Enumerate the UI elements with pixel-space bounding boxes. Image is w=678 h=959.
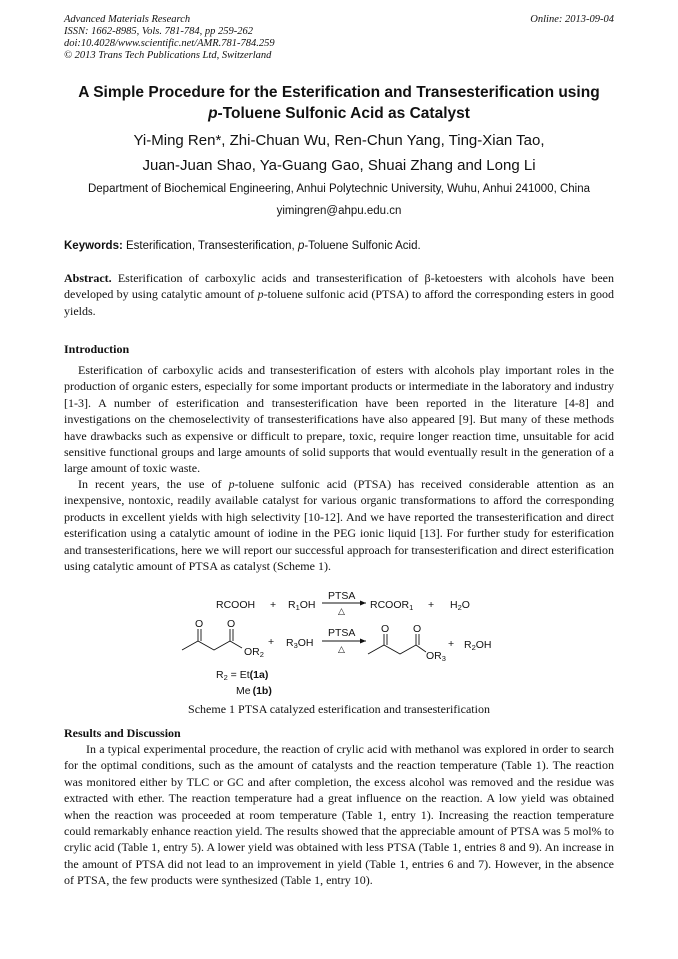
scheme-r1oh: R1OH — [288, 599, 316, 612]
abstract-text-2: -toluene sulfonic acid (PTSA) to afford the corresponding esters in good yields. — [64, 287, 614, 318]
title-line-1: A Simple Procedure for the Esterification and Transesterification using — [78, 84, 600, 101]
scheme-ptsa-2: PTSA — [328, 627, 356, 639]
author-list — [40, 128, 638, 178]
doi-line: doi:10.4028/www.scientific.net/AMR.781-784.259 — [64, 38, 275, 49]
scheme-plus-4: + — [448, 638, 455, 650]
scheme-or2: OR2 — [244, 646, 264, 659]
online-date: Online: 2013-09-04 — [530, 14, 614, 25]
keywords-label: Keywords: — [64, 240, 123, 252]
scheme-rcoor1: RCOOR1 — [370, 599, 414, 612]
intro-p2-italic-p: p — [228, 477, 235, 491]
journal-name: Advanced Materials Research — [64, 14, 191, 25]
results-heading: Results and Discussion — [64, 726, 181, 740]
keywords-text-2: -Toluene Sulfonic Acid. — [304, 240, 421, 252]
scheme-r2oh: R2OH — [464, 639, 492, 652]
affiliation: Department of Biochemical Engineering, Anhui Polytechnic University, Wuhu, Anhui 241000, China — [87, 183, 591, 195]
issn-line: ISSN: 1662-8985, Vols. 781-784, pp 259-262 — [64, 26, 253, 37]
keywords-italic-p: p — [297, 240, 305, 252]
scheme-ptsa-1: PTSA — [328, 592, 356, 602]
scheme-plus-3: + — [268, 636, 275, 648]
authors-line-2: Juan-Juan Shao, Ya-Guang Gao, Shuai Zhang and Long Li — [142, 157, 536, 174]
abstract — [64, 270, 614, 319]
reaction-scheme — [170, 592, 510, 700]
author-email[interactable]: yimingren@ahpu.edu.cn — [276, 205, 402, 217]
keywords-text-1: Esterification, Transesterification, — [122, 240, 298, 252]
results-paragraph-1: In a typical experimental procedure, the reaction of crylic acid with methanol was explored in order to search for the optimal conditions, such as the amount of catalysts and the reaction temperature (Table 1). The reaction was monitored either by TLC or GC and after completion, the excess alcohol was removed and the residue was extracted with ether. The reaction temperature had a great influence on the reaction. A low yield was obtained when the reaction was proceeded at room temperature (Table 1, entry 1). Increasing the reaction temperature could remarkably enhance reaction yield. The results showed that the appreciable amount of PTSA was 5 mol% to crylic acid (Table 1, entry 5). A lower yield was obtained with less PTSA (Table 1, entries 8 and 9). An increase in the amount of PTSA did not lead to an improvement in yield (Table 1, entries 6 and 7). However, in the absence of PTSA, the few products were synthesized (Table 1, entry 10). — [64, 742, 614, 888]
beta-ketoester-structure — [182, 629, 242, 650]
scheme-r3oh: R3OH — [286, 637, 314, 650]
title-italic-p: p — [208, 105, 218, 122]
abstract-label: Abstract. — [64, 271, 112, 285]
scheme-caption: Scheme 1 PTSA catalyzed esterification and transesterification — [188, 702, 490, 716]
authors-line-1: Yi-Ming Ren*, Zhi-Chuan Wu, Ren-Chun Yang, Ting-Xian Tao, — [133, 132, 545, 149]
keywords — [64, 240, 624, 252]
scheme-or3: OR3 — [426, 650, 446, 663]
arrow-head-2 — [360, 639, 366, 644]
introduction-paragraph-1: Esterification of carboxylic acids and transesterification of esters with alcohols play important roles in the production of organic esters, especially for some important products or intermediate in the laboratory and industry [1-3]. A number of esterification and transesterification have been reported in the literature [4-8] and investigations on the chemoselectivity of transesterifications have also appeared [9]. But many of these methods have drawbacks such as expensive or difficult to prepare, toxic, require longer reaction time, unsuitable for acid sensitive functional groups and large amounts of solid supports that would eventually result in the generation of a large amount of toxic waste. — [64, 363, 614, 476]
title-line-2 — [40, 103, 638, 124]
copyright-line: © 2013 Trans Tech Publications Ltd, Switzerland — [64, 50, 272, 61]
arrow-head-1 — [360, 601, 366, 606]
scheme-heat-2: △ — [338, 644, 345, 654]
scheme-r2-definition: R2 = Et(1a) — [216, 669, 269, 682]
scheme-heat-1: △ — [338, 606, 345, 616]
scheme-rcooh: RCOOH — [216, 599, 256, 611]
ketoester-carbonyl-o-1: O — [195, 618, 204, 630]
intro-p2-text-1: In recent years, the use of — [78, 477, 229, 491]
ketoester-carbonyl-o-2: O — [227, 618, 236, 630]
title-line-2-text: -Toluene Sulfonic Acid as Catalyst — [217, 105, 470, 122]
product-ketoester-structure — [368, 634, 426, 654]
product-carbonyl-o-2: O — [413, 623, 422, 635]
paper-title — [40, 82, 638, 124]
journal-header — [64, 14, 275, 62]
abstract-italic-p: p — [257, 287, 264, 302]
scheme-plus-2: + — [428, 599, 435, 611]
scheme-me-definition: Me (1b) — [236, 685, 272, 697]
abstract-text-1: Esterification of carboxylic acids and transesterification of β-ketoesters with alcohols have been developed by using catalytic amount of — [64, 271, 614, 302]
product-carbonyl-o-1: O — [381, 623, 390, 635]
introduction-paragraph-2 — [64, 476, 614, 574]
intro-p2-text-2: -toluene sulfonic acid (PTSA) has received considerable attention as an inexpensive, nontoxic, readily available catalyst for various organic transformations to afford the corresponding products in excellent yields with high selectivity [10-12]. And we have reported the transesterification and direct esterification using a catalytic amount of iodine in the PEG ionic liquid [13]. For further study for esterification and transesterifications, here we will report our successful approach for transesterification and direct esterification using catalytic amount of PTSA as catalyst (Scheme 1). — [64, 477, 614, 574]
scheme-plus-1: + — [270, 599, 277, 611]
scheme-water: H2O — [450, 599, 470, 612]
introduction-heading: Introduction — [64, 342, 130, 356]
